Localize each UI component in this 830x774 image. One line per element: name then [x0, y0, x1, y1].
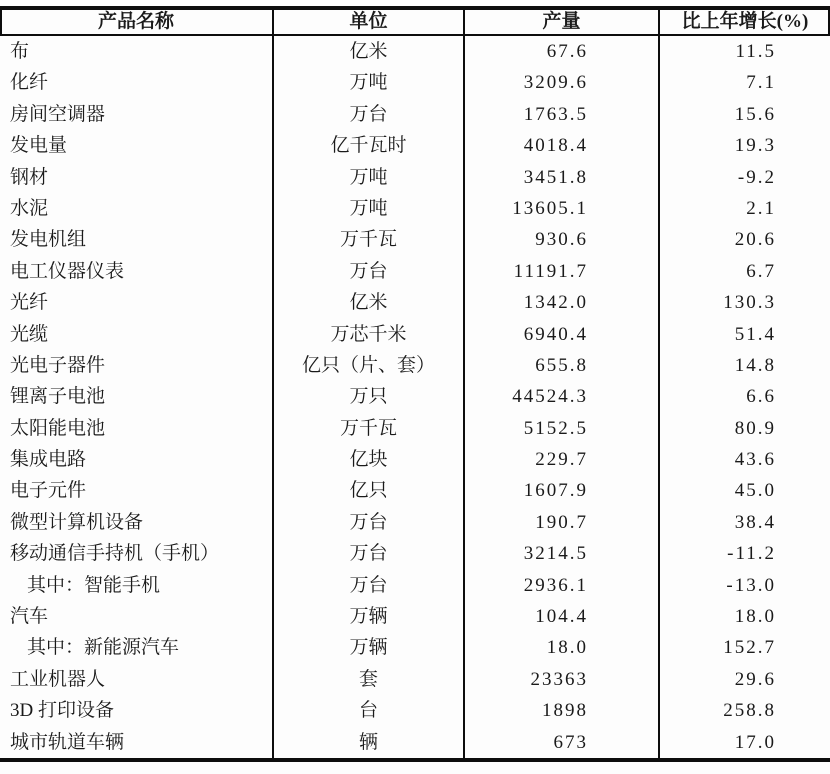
product-name-cell: 发电机组: [10, 229, 87, 251]
output-cell: 229.7: [463, 444, 658, 475]
growth-cell: 15.6: [658, 99, 830, 130]
unit-cell: 亿块: [272, 444, 463, 475]
product-name-cell: 光电子器件: [10, 354, 106, 376]
table-row: [0, 256, 830, 287]
product-name-cell: 房间空调器: [10, 103, 106, 125]
product-name-cell: 电子元件: [10, 480, 87, 502]
product-name-cell: 微型计算机设备: [10, 511, 144, 533]
column-header-product-name: 产品名称: [97, 11, 174, 32]
unit-cell: 万台: [272, 570, 463, 601]
product-name-cell: 汽车: [10, 606, 49, 628]
unit-cell: 万芯千米: [272, 319, 463, 350]
unit-cell: 亿千瓦时: [272, 130, 463, 161]
output-cell: 1763.5: [463, 99, 658, 130]
product-name-cell: 化纤: [10, 72, 49, 94]
table-row: [0, 36, 830, 67]
unit-cell: 万千瓦: [272, 224, 463, 255]
growth-cell: 152.7: [658, 632, 830, 663]
output-cell: 23363: [463, 664, 658, 695]
product-name-cell: 光纤: [10, 292, 49, 314]
table-row: [0, 67, 830, 98]
unit-cell: 台: [272, 695, 463, 726]
product-name-cell: 集成电路: [10, 449, 87, 471]
product-name-cell: 光缆: [10, 323, 49, 345]
output-cell: 655.8: [463, 350, 658, 381]
unit-cell: 套: [272, 664, 463, 695]
growth-cell: 6.7: [658, 256, 830, 287]
unit-cell: 万千瓦: [272, 413, 463, 444]
table-row: [0, 224, 830, 255]
output-cell: 67.6: [463, 36, 658, 67]
output-cell: 4018.4: [463, 130, 658, 161]
output-cell: 13605.1: [463, 193, 658, 224]
table-body: [0, 36, 830, 762]
product-name-cell: 太阳能电池: [10, 417, 106, 439]
output-cell: 3209.6: [463, 67, 658, 98]
growth-cell: 17.0: [658, 727, 830, 758]
unit-cell: 万吨: [272, 67, 463, 98]
column-header-output: 产量: [463, 10, 658, 34]
growth-cell: 51.4: [658, 319, 830, 350]
output-cell: 190.7: [463, 507, 658, 538]
growth-cell: 80.9: [658, 413, 830, 444]
growth-cell: 19.3: [658, 130, 830, 161]
product-name-cell: 3D 打印设备: [10, 700, 114, 722]
output-cell: 104.4: [463, 601, 658, 632]
growth-cell: 258.8: [658, 695, 830, 726]
growth-cell: 20.6: [658, 224, 830, 255]
table-row: [0, 130, 830, 161]
table-row: [0, 570, 830, 601]
growth-cell: -11.2: [658, 538, 830, 569]
product-name-cell: 工业机器人: [10, 668, 106, 690]
table-header-row: [0, 6, 830, 36]
output-cell: 1898: [463, 695, 658, 726]
output-cell: 3214.5: [463, 538, 658, 569]
output-cell: 1607.9: [463, 475, 658, 506]
unit-cell: 万台: [272, 256, 463, 287]
table-row: [0, 444, 830, 475]
table-row: [0, 319, 830, 350]
growth-cell: 18.0: [658, 601, 830, 632]
output-cell: 3451.8: [463, 162, 658, 193]
product-name-cell: 钢材: [10, 166, 49, 188]
unit-cell: 亿米: [272, 287, 463, 318]
growth-cell: -13.0: [658, 570, 830, 601]
table-row: [0, 664, 830, 695]
unit-cell: 万辆: [272, 601, 463, 632]
unit-cell: 万台: [272, 538, 463, 569]
growth-cell: 2.1: [658, 193, 830, 224]
product-name-cell: 移动通信手持机（手机）: [10, 543, 220, 565]
table-row: [0, 99, 830, 130]
product-name-cell: 布: [10, 41, 30, 62]
output-cell: 1342.0: [463, 287, 658, 318]
output-cell: 6940.4: [463, 319, 658, 350]
product-name-cell: 水泥: [10, 197, 49, 219]
unit-cell: 万吨: [272, 193, 463, 224]
unit-cell: 万吨: [272, 162, 463, 193]
growth-cell: -9.2: [658, 162, 830, 193]
growth-cell: 11.5: [658, 36, 830, 67]
table-row: [0, 413, 830, 444]
table-row: [0, 632, 830, 663]
table-row: [0, 193, 830, 224]
table-row: [0, 475, 830, 506]
growth-cell: 130.3: [658, 287, 830, 318]
column-header-unit: 单位: [272, 10, 463, 34]
unit-cell: 万台: [272, 99, 463, 130]
product-name-cell: 电工仪器仪表: [10, 260, 125, 282]
growth-cell: 6.6: [658, 381, 830, 412]
output-cell: 18.0: [463, 632, 658, 663]
output-cell: 673: [463, 727, 658, 758]
table-row: [0, 162, 830, 193]
output-cell: 2936.1: [463, 570, 658, 601]
growth-cell: 38.4: [658, 507, 830, 538]
growth-cell: 14.8: [658, 350, 830, 381]
product-name-cell: 城市轨道车辆: [10, 731, 125, 753]
column-header-growth: 比上年增长(%): [658, 10, 830, 34]
output-cell: 11191.7: [463, 256, 658, 287]
growth-cell: 29.6: [658, 664, 830, 695]
unit-cell: 亿只: [272, 475, 463, 506]
growth-cell: 7.1: [658, 67, 830, 98]
growth-cell: 43.6: [658, 444, 830, 475]
growth-cell: 45.0: [658, 475, 830, 506]
table-row: [0, 350, 830, 381]
product-name-cell: 其中：新能源汽车: [27, 637, 180, 659]
table-row: [0, 538, 830, 569]
table-row: [0, 727, 830, 758]
table-row: [0, 695, 830, 726]
table-row: [0, 287, 830, 318]
unit-cell: 亿只（片、套）: [272, 350, 463, 381]
output-cell: 44524.3: [463, 381, 658, 412]
output-cell: 930.6: [463, 224, 658, 255]
unit-cell: 万台: [272, 507, 463, 538]
table-row: [0, 381, 830, 412]
product-name-cell: 发电量: [10, 135, 68, 157]
unit-cell: 亿米: [272, 36, 463, 67]
unit-cell: 万辆: [272, 632, 463, 663]
industrial-products-output-table: [0, 6, 830, 762]
table-row: [0, 601, 830, 632]
unit-cell: 万只: [272, 381, 463, 412]
unit-cell: 辆: [272, 727, 463, 758]
product-name-cell: 其中：智能手机: [27, 574, 161, 596]
table-row: [0, 507, 830, 538]
product-name-cell: 锂离子电池: [10, 386, 106, 408]
output-cell: 5152.5: [463, 413, 658, 444]
